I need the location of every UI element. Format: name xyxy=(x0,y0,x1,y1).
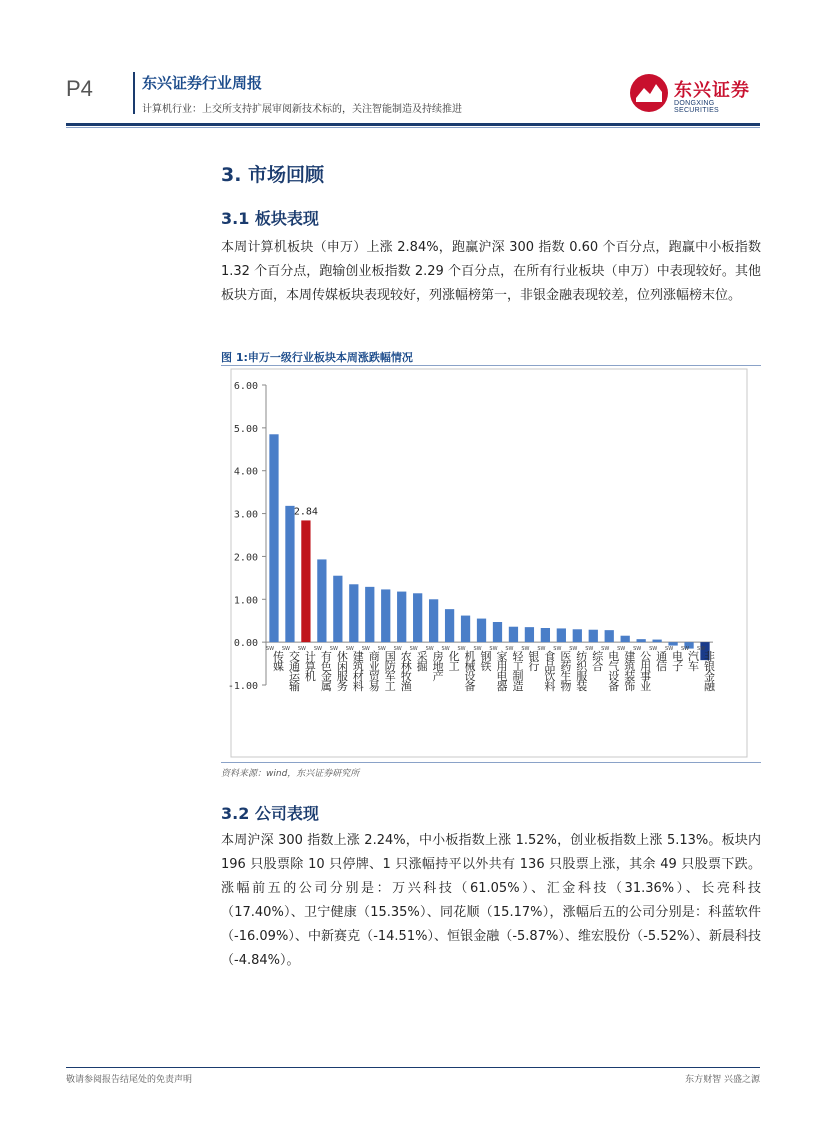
header-divider xyxy=(133,72,135,114)
bar-25 xyxy=(668,642,677,645)
report-title: 东兴证券行业周报 xyxy=(142,74,263,92)
logo-text-cn: 东兴证券 xyxy=(674,80,750,101)
category-label: 商业贸易 xyxy=(367,650,381,691)
bar-1 xyxy=(285,506,294,642)
figure-source: 资料来源：wind，东兴证券研究所 xyxy=(221,769,360,779)
figure-title: 图 1:申万一级行业板块本周涨跌幅情况 xyxy=(221,351,413,364)
category-label: 非银金融 xyxy=(702,650,716,691)
bar-4 xyxy=(333,576,342,642)
category-prefix: SW xyxy=(425,646,434,653)
category-label: 家用电器 xyxy=(494,650,508,691)
category-prefix: SW xyxy=(585,646,594,653)
y-tick-label: -1.00 xyxy=(227,681,258,692)
header-rule xyxy=(66,123,760,126)
category-prefix: SW xyxy=(265,646,275,653)
bar-12 xyxy=(461,616,470,643)
category-label: 交通运输 xyxy=(287,650,301,691)
category-label: 农林牧渔 xyxy=(399,650,413,691)
figure-title-rule xyxy=(221,365,761,366)
category-label: 电子 xyxy=(670,650,684,671)
category-prefix: SW xyxy=(649,646,658,653)
category-prefix: SW xyxy=(665,646,674,653)
y-tick-label: 1.00 xyxy=(233,595,258,607)
category-prefix: SW xyxy=(489,646,498,653)
bar-14 xyxy=(493,622,502,642)
bar-chart xyxy=(221,367,761,762)
bar-15 xyxy=(509,627,518,642)
report-subtitle: 计算机行业：上交所支持扩展审阅新技术标的，关注智能制造及持续推进 xyxy=(142,104,462,115)
category-label: 国防军工 xyxy=(383,650,397,691)
data-label-highlight: 2.84 xyxy=(293,506,318,518)
bar-17 xyxy=(541,628,550,642)
category-label: 钢铁 xyxy=(479,650,493,671)
logo-mark-icon xyxy=(630,74,668,112)
category-prefix: SW xyxy=(361,646,370,653)
bar-23 xyxy=(637,639,646,642)
bar-22 xyxy=(621,636,630,642)
category-label: 轻工制造 xyxy=(510,650,524,691)
category-prefix: SW xyxy=(473,646,482,653)
category-prefix: SW xyxy=(313,646,322,653)
bar-18 xyxy=(557,628,566,642)
category-label: 通信 xyxy=(654,650,668,671)
category-label: 化工 xyxy=(447,650,461,671)
category-prefix: SW xyxy=(521,646,530,653)
bar-21 xyxy=(605,630,614,642)
y-tick-label: 5.00 xyxy=(233,423,258,435)
category-label: 采掘 xyxy=(415,650,429,671)
bar-9 xyxy=(413,593,422,642)
category-prefix: SW xyxy=(377,646,386,653)
category-label: 食品饮料 xyxy=(542,650,556,691)
category-label: 建筑材料 xyxy=(351,650,365,691)
category-prefix: SW xyxy=(505,646,514,653)
y-tick-label: 3.00 xyxy=(233,509,258,521)
category-label: 计算机 xyxy=(303,650,317,681)
category-label: 银行 xyxy=(526,650,540,671)
category-label: 公用事业 xyxy=(638,650,652,691)
category-label: 房地产 xyxy=(431,650,445,681)
footer-slogan: 东方财智 兴盛之源 xyxy=(685,1075,760,1085)
y-tick-label: 2.00 xyxy=(233,552,258,564)
category-label: 传媒 xyxy=(271,650,285,671)
category-prefix: SW xyxy=(569,646,578,653)
figure-source-rule xyxy=(221,762,761,763)
bar-19 xyxy=(573,629,582,642)
bar-5 xyxy=(349,584,358,642)
y-tick-label: 4.00 xyxy=(233,466,258,478)
category-prefix: SW xyxy=(441,646,450,653)
subsection-title-1: 3.1 板块表现 xyxy=(221,209,319,228)
category-prefix: SW xyxy=(680,646,690,653)
y-tick-label: 0.00 xyxy=(233,638,258,650)
bar-2 xyxy=(301,520,310,642)
bar-7 xyxy=(381,589,390,642)
bar-13 xyxy=(477,619,486,643)
section-title: 3. 市场回顾 xyxy=(221,164,325,186)
bar-8 xyxy=(397,592,406,643)
company-logo xyxy=(630,74,760,114)
bar-6 xyxy=(365,587,374,642)
category-prefix: SW xyxy=(457,646,466,653)
category-prefix: SW xyxy=(553,646,562,653)
category-label: 休闲服务 xyxy=(335,650,349,691)
bar-11 xyxy=(445,609,454,642)
category-prefix: SW xyxy=(601,646,610,653)
category-prefix: SW xyxy=(329,646,338,653)
category-label: 电气设备 xyxy=(606,650,620,691)
category-prefix: SW xyxy=(409,646,418,653)
category-prefix: SW xyxy=(297,646,306,653)
logo-text-en: DONGXING SECURITIES xyxy=(674,100,720,114)
bar-20 xyxy=(589,630,598,642)
bar-10 xyxy=(429,599,438,642)
category-prefix: SW xyxy=(633,646,642,653)
chart-svg xyxy=(221,367,761,762)
category-prefix: SW xyxy=(281,646,291,653)
category-prefix: SW xyxy=(696,646,706,653)
bar-0 xyxy=(269,434,278,642)
category-label: 有色金属 xyxy=(319,650,333,691)
paragraph-company: 本周沪深 300 指数上涨 2.24%，中小板指数上涨 1.52%，创业板指数上涨 5.13%。板块内 196 只股票除 10 只停牌、1 只涨幅持平以外共有 136 只股票上涨，其余 49 只股票下跌。涨幅前五的公司分别是：万兴科技（61.05%）、汇金科技（31.36%）、长亮科技（17.40%）、卫宁健康（15.35%）、同花顺（15.17%），涨幅后五的公司分别是：科蓝软件（-16.09%）、中新赛克（-14.51%）、恒银金融（-5.87%）、维宏股份（-5.52%）、新晨科技（-4.84%）。 xyxy=(221,833,761,968)
footer-rule xyxy=(66,1067,760,1068)
category-prefix: SW xyxy=(393,646,402,653)
category-label: 建筑装饰 xyxy=(622,650,636,691)
category-prefix: SW xyxy=(617,646,626,653)
category-prefix: SW xyxy=(345,646,354,653)
category-prefix: SW xyxy=(537,646,546,653)
paragraph-sector: 本周计算机板块（申万）上涨 2.84%，跑赢沪深 300 指数 0.60 个百分点，跑赢中小板指数 1.32 个百分点，跑输创业板指数 2.29 个百分点，在所有行业板块（申万）中表现较好。其他板块方面，本周传媒板块表现较好，列涨幅榜第一，非银金融表现较差，位列涨幅榜末位。 xyxy=(221,240,761,303)
bar-24 xyxy=(652,640,661,643)
header-rule-thin xyxy=(66,127,760,128)
category-label: 机械设备 xyxy=(463,650,477,691)
category-label: 纺织服装 xyxy=(574,650,588,691)
y-tick-label: 6.00 xyxy=(233,381,258,392)
footer-disclaimer: 敬请参阅报告结尾处的免责声明 xyxy=(66,1075,193,1085)
category-label: 汽车 xyxy=(686,650,700,671)
bar-16 xyxy=(525,627,534,642)
bar-3 xyxy=(317,559,326,642)
category-label: 综合 xyxy=(590,650,604,671)
page-number: P4 xyxy=(66,76,93,101)
category-label: 医药生物 xyxy=(558,650,572,691)
subsection-title-2: 3.2 公司表现 xyxy=(221,804,319,823)
